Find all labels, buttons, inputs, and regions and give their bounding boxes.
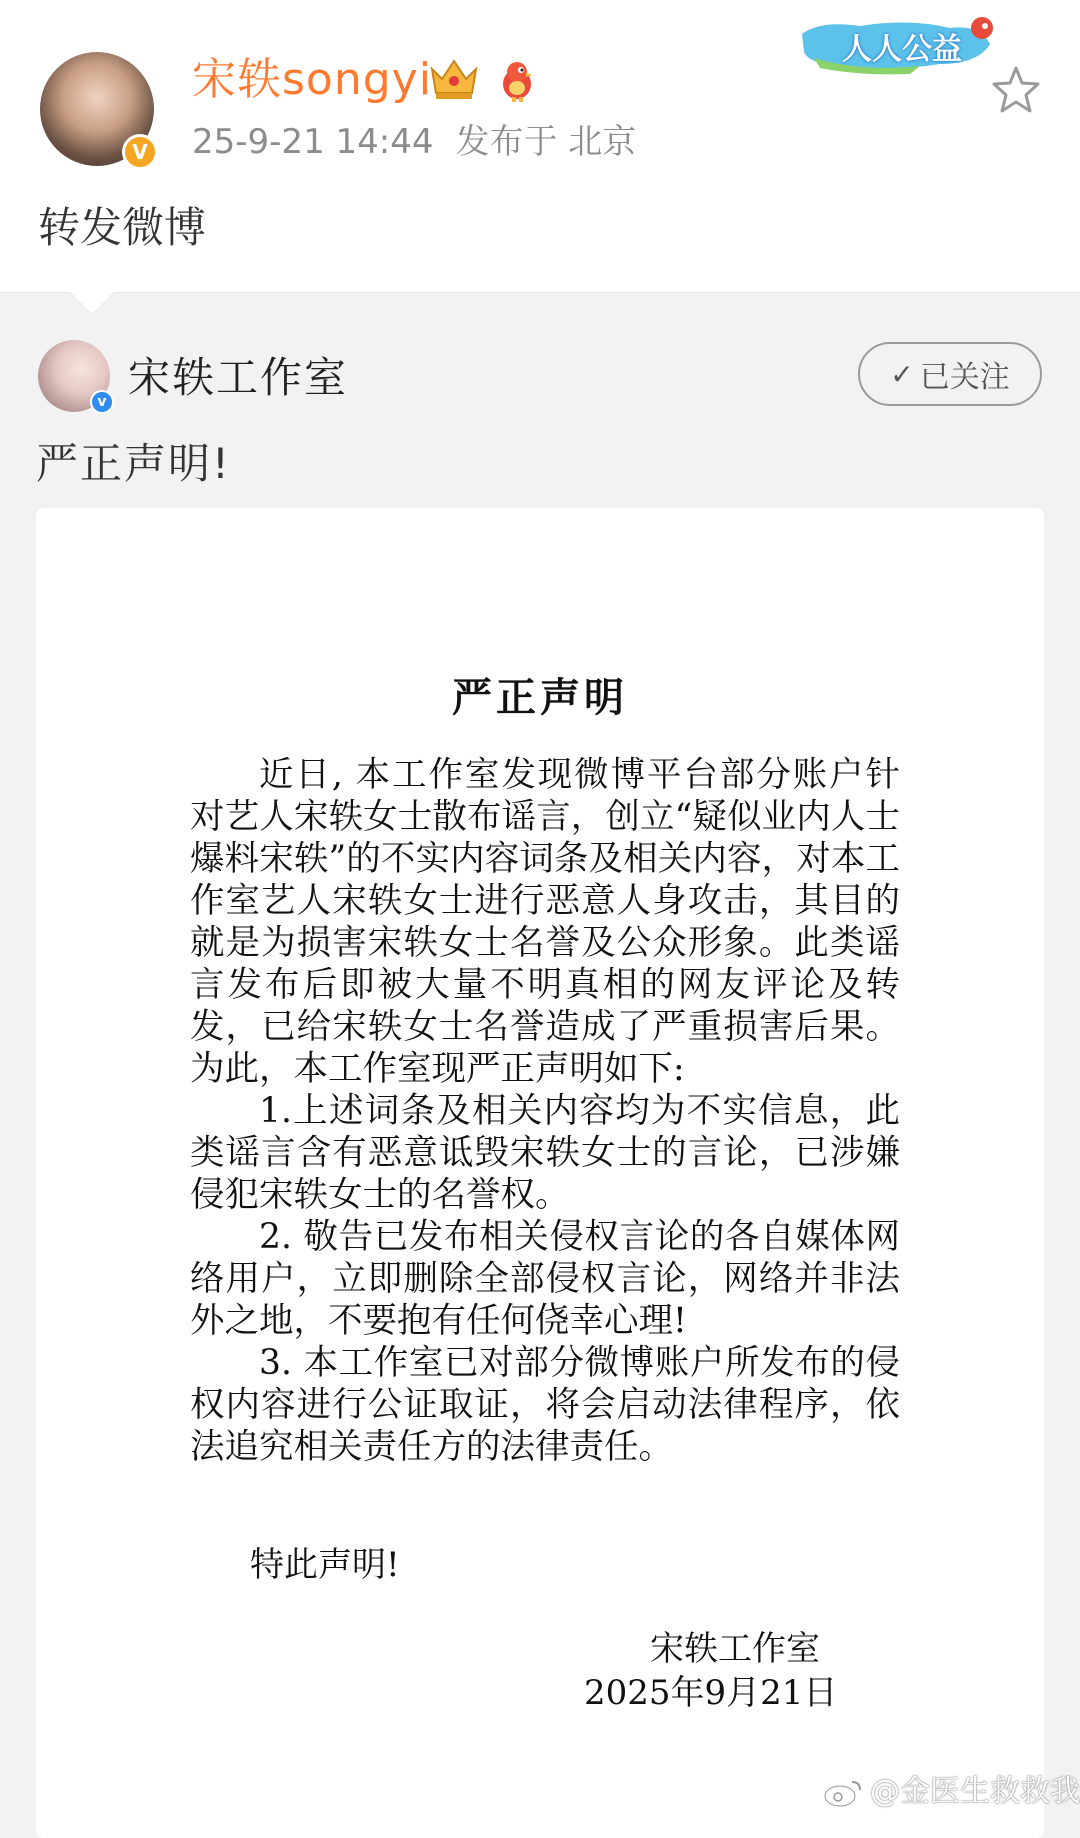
follow-button[interactable]	[858, 342, 1042, 406]
original-author-avatar[interactable]	[38, 340, 110, 412]
promo-label[interactable]: 人人公益	[842, 32, 962, 67]
verified-badge-icon: V	[122, 134, 158, 170]
original-post-text: 严正声明!	[36, 439, 231, 488]
repost-text: 转发微博	[38, 203, 207, 252]
star-icon[interactable]	[990, 64, 1042, 114]
weibo-logo-icon	[822, 1776, 864, 1808]
statement-item-2: 2. 敬告已发布相关侵权言论的各自媒体网络用户，立即删除全部侵权言论，网络并非法外之地，不要抱有任何侥幸心理!	[190, 1217, 900, 1341]
post-timestamp: 25-9-21 14:44	[192, 122, 434, 162]
statement-date: 2025年9月21日	[584, 1673, 838, 1713]
statement-closing: 特此声明!	[250, 1545, 400, 1585]
username[interactable]: 宋轶songyi	[192, 54, 432, 105]
statement-image[interactable]	[36, 508, 1044, 1838]
statement-title: 严正声明	[452, 674, 628, 721]
user-avatar[interactable]	[40, 52, 154, 166]
check-icon: ✓	[890, 357, 914, 391]
statement-item-3: 3. 本工作室已对部分微博账户所发布的侵权内容进行公证取证，将会启动法律程序，依法追究相关责任方的法律责任。	[190, 1343, 900, 1467]
verified-badge-icon: v	[90, 390, 114, 414]
pointer-arrow	[70, 292, 114, 314]
watermark-text: @金医生救救我	[870, 1774, 1080, 1809]
statement-body	[190, 754, 900, 1468]
follow-label: 已关注	[919, 360, 1010, 395]
original-author-name[interactable]: 宋轶工作室	[128, 353, 349, 402]
statement-paragraph: 近日, 本工作室发现微博平台部分账户针对艺人宋轶女士散布谣言，创立“疑似业内人士爆料宋轶”的不实内容词条及相关内容，对本工作室艺人宋轶女士进行恶意人身攻击，其目的就是为损害宋轶女士名誉及公众形象。此类谣言发布后即被大量不明真相的网友评论及转发，已给宋轶女士名誉造成了严重损害后果。为此，本工作室现严正声明如下:	[190, 755, 900, 1089]
statement-signature: 宋轶工作室	[650, 1629, 820, 1669]
repost-card	[0, 0, 1080, 293]
post-location: 发布于 北京	[455, 122, 637, 162]
crown-icon	[428, 55, 480, 101]
statement-item-1: 1.上述词条及相关内容均为不实信息，此类谣言含有恶意诋毁宋轶女士的言论，已涉嫌侵犯宋轶女士的名誉权。	[190, 1091, 900, 1215]
bird-icon	[498, 58, 536, 102]
post-meta	[192, 120, 658, 164]
